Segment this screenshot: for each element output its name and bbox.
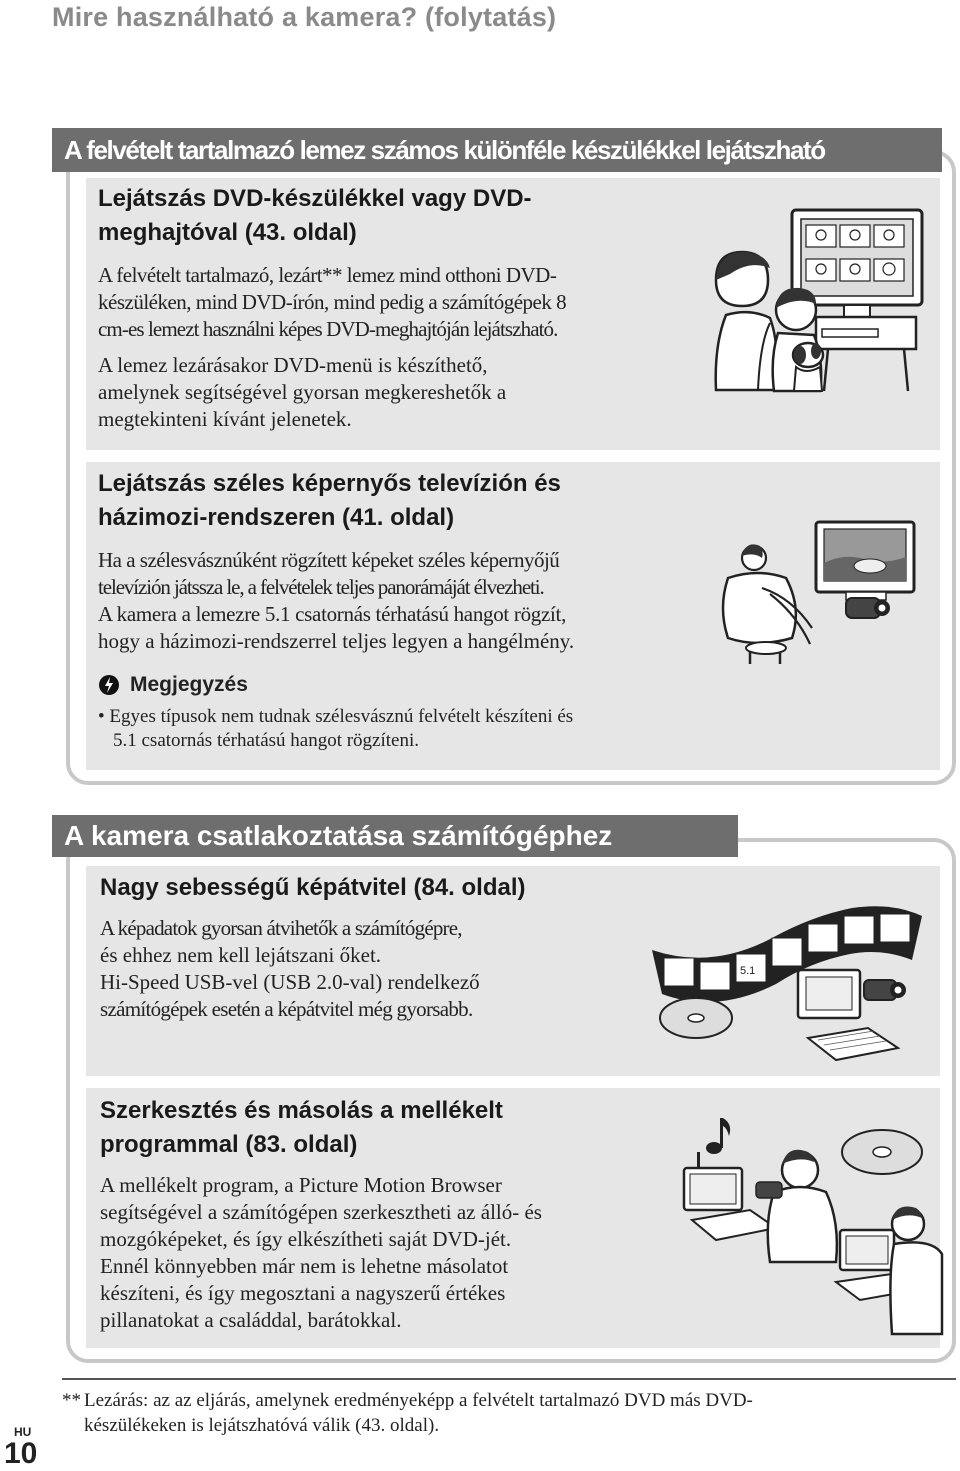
box2-heading-line1: Lejátszás széles képernyős televízión és — [98, 470, 561, 497]
box2-para1-line2: televízión játssza le, a felvételek teljes panorámáját élvezheti. — [98, 575, 544, 599]
s2-box1-line3: Hi-Speed USB-vel (USB 2.0-val) rendelkező — [100, 970, 480, 994]
section2-box1-text — [100, 871, 640, 1023]
footnote-rule — [62, 1378, 956, 1380]
widescreen-tv-armchair-illustration — [710, 518, 920, 668]
footnote — [62, 1388, 922, 1438]
note-line1: • Egyes típusok nem tudnak szélesvásznú felvételt készíteni és — [98, 706, 574, 727]
s2-box1-line4: számítógépek esetén a képátvitel még gyorsabb. — [100, 997, 473, 1021]
section1-banner: A felvételt tartalmazó lemez számos különféle készülékkel lejátszható — [52, 128, 942, 172]
caution-icon — [98, 674, 120, 696]
section2-box2-text — [100, 1094, 660, 1334]
page-title: Mire használható a kamera? (folytatás) — [52, 2, 557, 32]
box1-heading-line1: Lejátszás DVD-készülékkel vagy DVD- — [98, 185, 532, 212]
page-number: 10 — [4, 1437, 38, 1470]
box1-para1-line2: készüléken, mind DVD-írón, mind pedig a számítógépek 8 — [98, 290, 567, 314]
filmstrip-disc-computer-illustration — [648, 888, 948, 1068]
section1-box2-text — [98, 467, 698, 753]
note-line2: 5.1 csatornás térhatású hangot rögzíteni. — [113, 730, 420, 751]
s2-box2-line4: Ennél könnyebben már nem is lehetne másolatot — [100, 1254, 509, 1278]
box2-para1-line1: Ha a szélesvásznúként rögzített képeket széles képernyőjű — [98, 548, 560, 572]
s2-box2-line1: A mellékelt program, a Picture Motion Browser — [100, 1173, 502, 1197]
box1-para2-line3: megtekinteni kívánt jelenetek. — [98, 407, 352, 431]
section2-banner: A kamera csatlakoztatása számítógéphez — [52, 815, 738, 857]
box1-heading-line2: meghajtóval (43. oldal) — [98, 219, 357, 246]
box2-para1-line4: hogy a házimozi-rendszerrel teljes legyen a hangélmény. — [98, 629, 575, 653]
s2-box2-heading-line1: Szerkesztés és másolás a mellékelt — [100, 1097, 503, 1124]
box1-para2-line2: amelynek segítségével gyorsan megkereshetők a — [98, 380, 507, 404]
s2-box1-line2: és ehhez nem kell lejátszani őket. — [100, 943, 382, 967]
note-label: Megjegyzés — [130, 673, 248, 696]
s2-box1-line1: A képadatok gyorsan átvihetők a számítógépre, — [100, 916, 462, 940]
box2-para1-line3: A kamera a lemezre 5.1 csatornás térhatású hangot rögzít, — [98, 602, 567, 626]
s2-box2-line3: mozgóképeket, és így elkészítheti saját DVD-jét. — [100, 1227, 512, 1251]
box1-para1-line3: cm-es lemezt használni képes DVD-meghajtóján lejátszható. — [98, 317, 558, 341]
note-header — [98, 673, 698, 697]
section1-box1-text — [98, 182, 678, 433]
s2-box2-line2: segítségével a számítógépen szerkesztheti az álló- és — [100, 1200, 542, 1224]
box1-para1-line1: A felvételt tartalmazó, lezárt** lemez mind otthoni DVD- — [98, 263, 557, 287]
language-tag: HU — [14, 1425, 32, 1439]
footnote-line1: Lezárás: az az eljárás, amelynek eredményeképp a felvételt tartalmazó DVD más DVD- — [84, 1390, 753, 1411]
footnote-marker: ** — [62, 1390, 81, 1411]
s2-box1-heading: Nagy sebességű képátvitel (84. oldal) — [100, 874, 526, 901]
s2-box2-line6: pillanatokat a családdal, barátokkal. — [100, 1308, 402, 1332]
footnote-line2: készülékeken is lejátszhatóvá válik (43. oldal). — [84, 1415, 440, 1436]
s2-box2-heading-line2: programmal (83. oldal) — [100, 1131, 358, 1158]
box2-heading-line2: házimozi-rendszeren (41. oldal) — [98, 504, 455, 531]
editing-sharing-illustration — [676, 1112, 944, 1342]
svg-text:5.1: 5.1 — [740, 965, 756, 977]
box1-para2-line1: A lemez lezárásakor DVD-menü is készíthető, — [98, 353, 488, 377]
family-tv-dvd-illustration — [708, 205, 928, 395]
s2-box2-line5: készíteni, és így megosztani a nagyszerű értékes — [100, 1281, 506, 1305]
